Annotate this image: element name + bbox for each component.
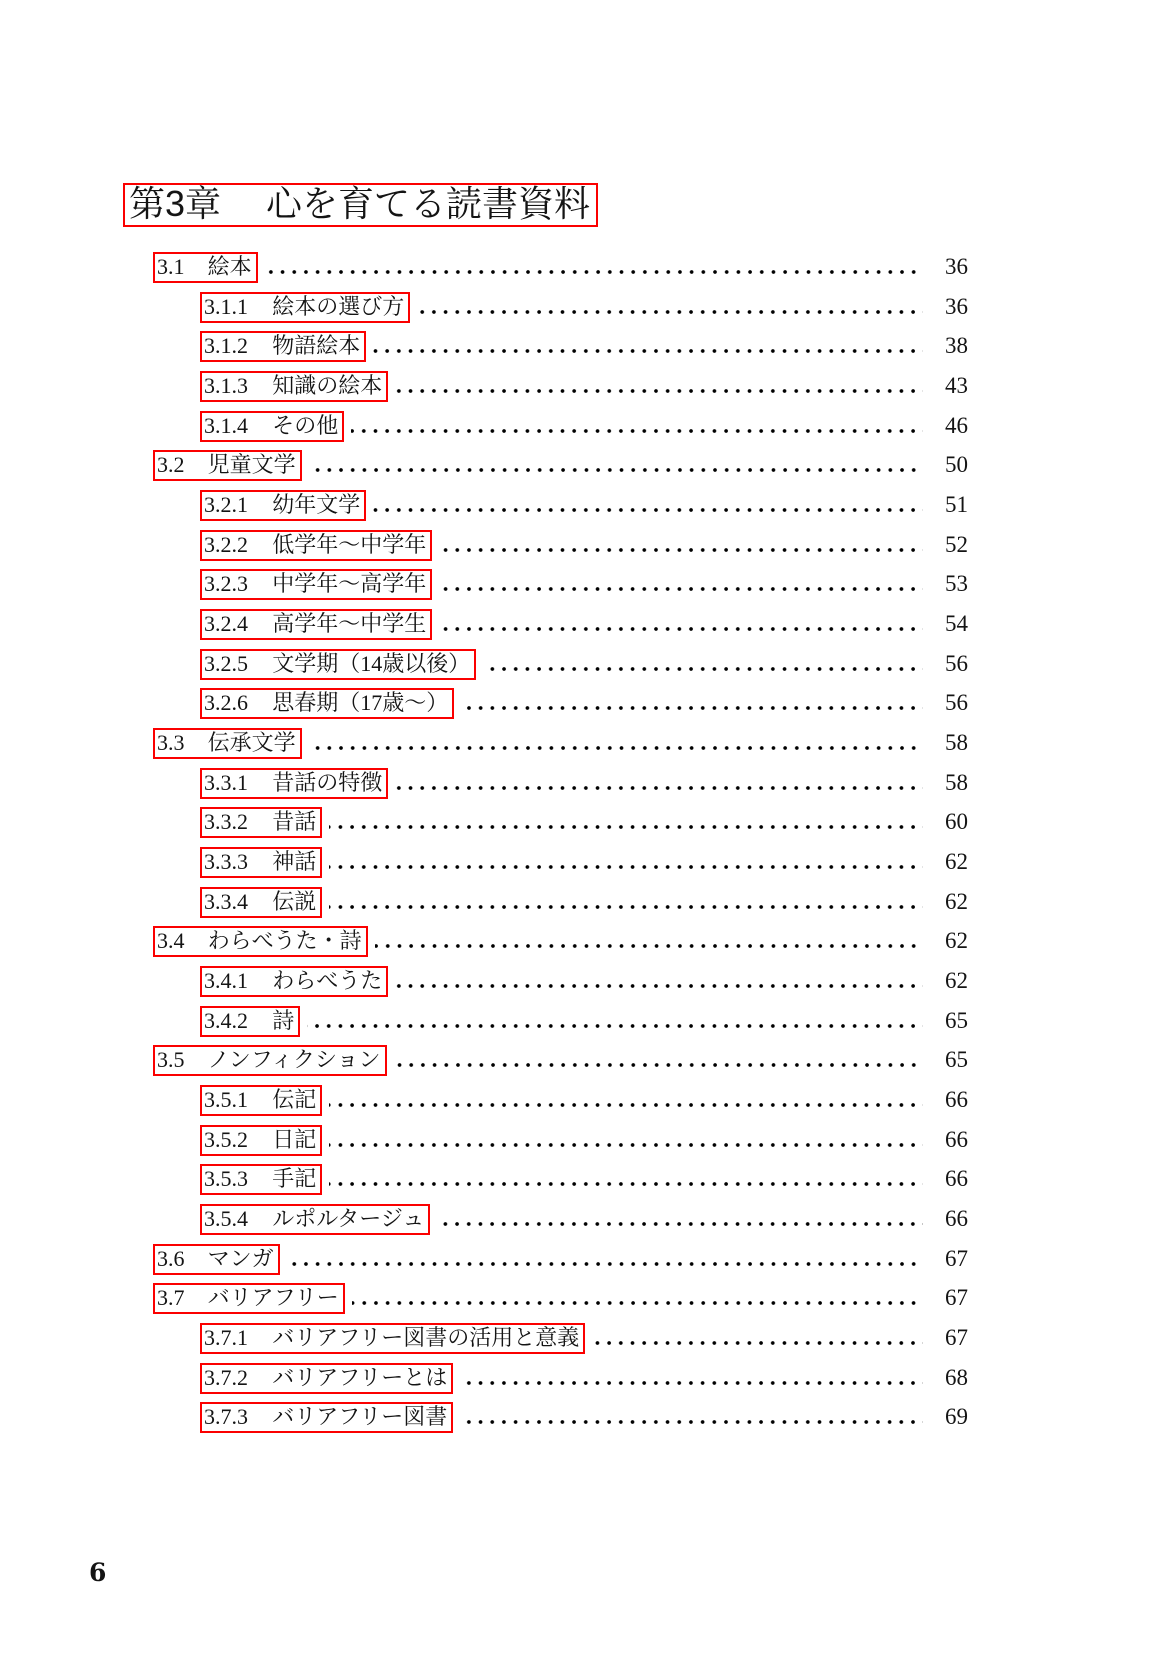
- toc-entry-page: 60: [945, 809, 968, 835]
- toc-entry-number: 3.4.1: [204, 968, 248, 994]
- toc-entry-title: マンガ: [207, 1245, 274, 1271]
- toc-link-3-2-4[interactable]: [200, 609, 432, 640]
- toc-row-3-1-2: [123, 331, 968, 371]
- toc-link-3-5[interactable]: [153, 1045, 387, 1076]
- toc-entry-page: 36: [945, 293, 968, 319]
- toc-entry-page: 51: [945, 492, 968, 518]
- toc-link-3-2-5[interactable]: [200, 649, 476, 680]
- toc-entry-title: 幼年文学: [272, 492, 361, 518]
- toc-row-3-2-5: [123, 649, 968, 689]
- toc-entry-title: バリアフリー図書の活用と意義: [272, 1325, 580, 1351]
- toc-entry-title: バリアフリーとは: [272, 1364, 448, 1390]
- toc-link-3-7-2[interactable]: [200, 1363, 453, 1394]
- toc-entry-title: わらべうた: [272, 968, 383, 994]
- toc-row-3-5-4: [123, 1204, 968, 1244]
- toc-entry-number: 3.1.4: [204, 412, 248, 438]
- dotted-leader: [329, 1143, 923, 1147]
- toc-entry-title: 低学年～中学年: [272, 531, 427, 557]
- dotted-leader: [460, 1381, 923, 1385]
- toc-entry-title: 伝承文学: [207, 730, 296, 756]
- toc-row-3-1-1: [123, 292, 968, 332]
- dotted-leader: [287, 1262, 923, 1266]
- toc-link-3-7[interactable]: [153, 1283, 345, 1314]
- toc-link-3-3-1[interactable]: [200, 768, 388, 799]
- toc-row-3-7-1: [123, 1323, 968, 1363]
- dotted-leader: [395, 389, 923, 393]
- dotted-leader: [329, 865, 923, 869]
- dotted-leader: [395, 786, 923, 790]
- toc-row-3-2: [123, 450, 968, 490]
- dotted-leader: [395, 984, 923, 988]
- toc-row-3-3-1: [123, 768, 968, 808]
- toc-link-3-3-4[interactable]: [200, 887, 322, 918]
- toc-entry-title: わらべうた・詩: [207, 928, 362, 954]
- toc-entry-number: 3.6: [157, 1245, 185, 1271]
- toc-row-3-1-3: [123, 371, 968, 411]
- dotted-leader: [375, 944, 923, 948]
- toc-entry-title: 神話: [272, 849, 317, 875]
- toc-link-3-5-4[interactable]: [200, 1204, 430, 1235]
- toc-entry-title: バリアフリー: [207, 1285, 339, 1311]
- toc-entry-title: 絵本の選び方: [272, 293, 405, 319]
- toc-link-3-2-6[interactable]: [200, 688, 454, 719]
- dotted-leader: [265, 270, 923, 274]
- toc-entry-title: 昔話の特徴: [272, 769, 383, 795]
- toc-entry-number: 3.7.3: [204, 1404, 248, 1430]
- toc-row-3-6: [123, 1244, 968, 1284]
- toc-entry-title: 思春期（17歳～）: [272, 690, 449, 716]
- footer-page-number: 6: [89, 1558, 107, 1587]
- toc-row-3-3-2: [123, 807, 968, 847]
- toc-entry-page: 50: [945, 452, 968, 478]
- dotted-leader: [483, 667, 923, 671]
- toc-entry-title: 昔話: [272, 809, 317, 835]
- toc-row-3-1-4: [123, 411, 968, 451]
- dotted-leader: [307, 1024, 923, 1028]
- dotted-leader: [592, 1341, 923, 1345]
- dotted-leader: [309, 746, 923, 750]
- toc-row-3-5-2: [123, 1125, 968, 1165]
- toc-entry-page: 46: [945, 412, 968, 438]
- toc-link-3-6[interactable]: [153, 1244, 280, 1275]
- toc-link-3-5-2[interactable]: [200, 1125, 322, 1156]
- toc-entry-page: 62: [945, 968, 968, 994]
- dotted-leader: [352, 1301, 923, 1305]
- toc-link-3-5-3[interactable]: [200, 1164, 322, 1195]
- toc-entry-page: 66: [945, 1126, 968, 1152]
- toc-entry-title: 中学年～高学年: [272, 571, 427, 597]
- dotted-leader: [417, 310, 923, 314]
- toc-entry-title: 伝説: [272, 888, 317, 914]
- toc-entry-number: 3.5.2: [204, 1126, 248, 1152]
- toc-entry-title: ノンフィクション: [207, 1047, 381, 1073]
- toc-link-3-2-1[interactable]: [200, 490, 366, 521]
- toc-link-3-7-1[interactable]: [200, 1323, 585, 1354]
- toc-link-3-7-3[interactable]: [200, 1402, 453, 1433]
- toc-entry-number: 3.3.4: [204, 888, 248, 914]
- dotted-leader: [329, 1182, 923, 1186]
- toc-link-3-4-1[interactable]: [200, 966, 388, 997]
- toc-entry-title: 高学年～中学生: [272, 611, 427, 637]
- toc-link-3-1[interactable]: [153, 252, 258, 283]
- table-of-contents: [123, 252, 968, 1442]
- toc-entry-number: 3.5.4: [204, 1206, 248, 1232]
- toc-entry-number: 3.4: [157, 928, 185, 954]
- toc-link-3-5-1[interactable]: [200, 1085, 322, 1116]
- toc-link-3-3-3[interactable]: [200, 847, 322, 878]
- toc-entry-page: 56: [945, 650, 968, 676]
- toc-row-3-7: [123, 1283, 968, 1323]
- dotted-leader: [373, 508, 923, 512]
- toc-entry-page: 68: [945, 1364, 968, 1390]
- toc-entry-number: 3.5: [157, 1047, 185, 1073]
- toc-row-3-3: [123, 728, 968, 768]
- toc-entry-page: 43: [945, 373, 968, 399]
- toc-entry-number: 3.7.2: [204, 1364, 248, 1390]
- toc-entry-title: 児童文学: [207, 452, 296, 478]
- chapter-heading: [123, 183, 598, 227]
- toc-link-3-1-2[interactable]: [200, 331, 366, 362]
- toc-link-3-2-2[interactable]: [200, 530, 432, 561]
- toc-entry-page: 36: [945, 254, 968, 279]
- chapter-title: 心を育てる読書資料: [266, 183, 591, 224]
- toc-entry-page: 66: [945, 1087, 968, 1113]
- toc-row-3-7-2: [123, 1363, 968, 1403]
- toc-entry-number: 3.1.3: [204, 373, 248, 399]
- toc-entry-page: 66: [945, 1206, 968, 1232]
- dotted-leader: [329, 825, 923, 829]
- toc-entry-page: 67: [945, 1285, 968, 1311]
- toc-row-3-2-4: [123, 609, 968, 649]
- toc-entry-page: 67: [945, 1245, 968, 1271]
- dotted-leader: [373, 349, 923, 353]
- toc-entry-page: 66: [945, 1166, 968, 1192]
- dotted-leader: [329, 905, 923, 909]
- toc-entry-page: 52: [945, 531, 968, 557]
- toc-link-3-1-3[interactable]: [200, 371, 388, 402]
- toc-entry-page: 58: [945, 730, 968, 756]
- toc-row-3-2-2: [123, 530, 968, 570]
- toc-entry-number: 3.2.2: [204, 531, 248, 557]
- chapter-heading-link[interactable]: [123, 183, 598, 227]
- toc-row-3-5-1: [123, 1085, 968, 1125]
- toc-entry-number: 3.3.2: [204, 809, 248, 835]
- toc-entry-page: 65: [945, 1047, 968, 1073]
- toc-entry-title: 物語絵本: [272, 333, 361, 359]
- toc-entry-number: 3.5.3: [204, 1166, 248, 1192]
- toc-entry-number: 3.3.1: [204, 769, 248, 795]
- toc-entry-title: その他: [272, 412, 339, 438]
- toc-entry-title: 文学期（14歳以後）: [272, 650, 471, 676]
- toc-entry-page: 62: [945, 849, 968, 875]
- toc-row-3-2-6: [123, 688, 968, 728]
- toc-link-3-1-4[interactable]: [200, 411, 344, 442]
- toc-link-3-4[interactable]: [153, 926, 368, 957]
- toc-entry-page: 62: [945, 928, 968, 954]
- toc-entry-page: 53: [945, 571, 968, 597]
- toc-entry-page: 58: [945, 769, 968, 795]
- toc-entry-number: 3.1: [157, 254, 185, 279]
- toc-entry-page: 62: [945, 888, 968, 914]
- toc-row-3-5-3: [123, 1164, 968, 1204]
- toc-entry-number: 3.4.2: [204, 1007, 248, 1033]
- toc-link-3-3[interactable]: [153, 728, 302, 759]
- toc-entry-number: 3.5.1: [204, 1087, 248, 1113]
- toc-row-3-2-1: [123, 490, 968, 530]
- toc-entry-number: 3.2.5: [204, 650, 248, 676]
- toc-link-3-4-2[interactable]: [200, 1006, 300, 1037]
- toc-entry-number: 3.2: [157, 452, 185, 478]
- toc-entry-number: 3.7.1: [204, 1325, 248, 1351]
- dotted-leader: [437, 1222, 923, 1226]
- dotted-leader: [461, 706, 923, 710]
- toc-link-3-2-3[interactable]: [200, 569, 432, 600]
- toc-row-3-3-4: [123, 887, 968, 927]
- toc-row-3-5: [123, 1045, 968, 1085]
- toc-entry-title: ルポルタージュ: [272, 1206, 425, 1232]
- toc-entry-page: 38: [945, 333, 968, 359]
- toc-entry-page: 67: [945, 1325, 968, 1351]
- toc-entry-number: 3.2.4: [204, 611, 248, 637]
- dotted-leader: [351, 429, 923, 433]
- toc-entry-title: 絵本: [207, 254, 252, 279]
- toc-row-3-4-1: [123, 966, 968, 1006]
- toc-entry-title: 日記: [272, 1126, 317, 1152]
- toc-row-3-7-3: [123, 1402, 968, 1442]
- dotted-leader: [439, 627, 923, 631]
- toc-row-3-4: [123, 926, 968, 966]
- toc-entry-number: 3.2.1: [204, 492, 248, 518]
- toc-row-3-2-3: [123, 569, 968, 609]
- toc-entry-title: 伝記: [272, 1087, 317, 1113]
- toc-row-3-1: [123, 252, 968, 292]
- dotted-leader: [329, 1103, 923, 1107]
- toc-link-3-2[interactable]: [153, 450, 302, 481]
- toc-entry-number: 3.2.3: [204, 571, 248, 597]
- chapter-number: 第3章: [129, 183, 222, 224]
- toc-entry-number: 3.2.6: [204, 690, 248, 716]
- toc-entry-title: 詩: [272, 1007, 295, 1033]
- toc-entry-number: 3.7: [157, 1285, 185, 1311]
- toc-entry-page: 69: [945, 1404, 968, 1430]
- toc-entry-page: 65: [945, 1007, 968, 1033]
- toc-link-3-1-1[interactable]: [200, 292, 410, 323]
- toc-entry-page: 54: [945, 611, 968, 637]
- toc-row-3-4-2: [123, 1006, 968, 1046]
- toc-entry-title: 知識の絵本: [272, 373, 383, 399]
- dotted-leader: [394, 1063, 923, 1067]
- toc-entry-number: 3.1.2: [204, 333, 248, 359]
- dotted-leader: [460, 1420, 923, 1424]
- toc-entry-number: 3.3: [157, 730, 185, 756]
- toc-row-3-3-3: [123, 847, 968, 887]
- toc-entry-title: 手記: [272, 1166, 317, 1192]
- toc-entry-number: 3.3.3: [204, 849, 248, 875]
- toc-entry-number: 3.1.1: [204, 293, 248, 319]
- dotted-leader: [439, 587, 923, 591]
- toc-entry-title: バリアフリー図書: [272, 1404, 448, 1430]
- toc-link-3-3-2[interactable]: [200, 807, 322, 838]
- toc-entry-page: 56: [945, 690, 968, 716]
- dotted-leader: [309, 468, 923, 472]
- dotted-leader: [439, 548, 923, 552]
